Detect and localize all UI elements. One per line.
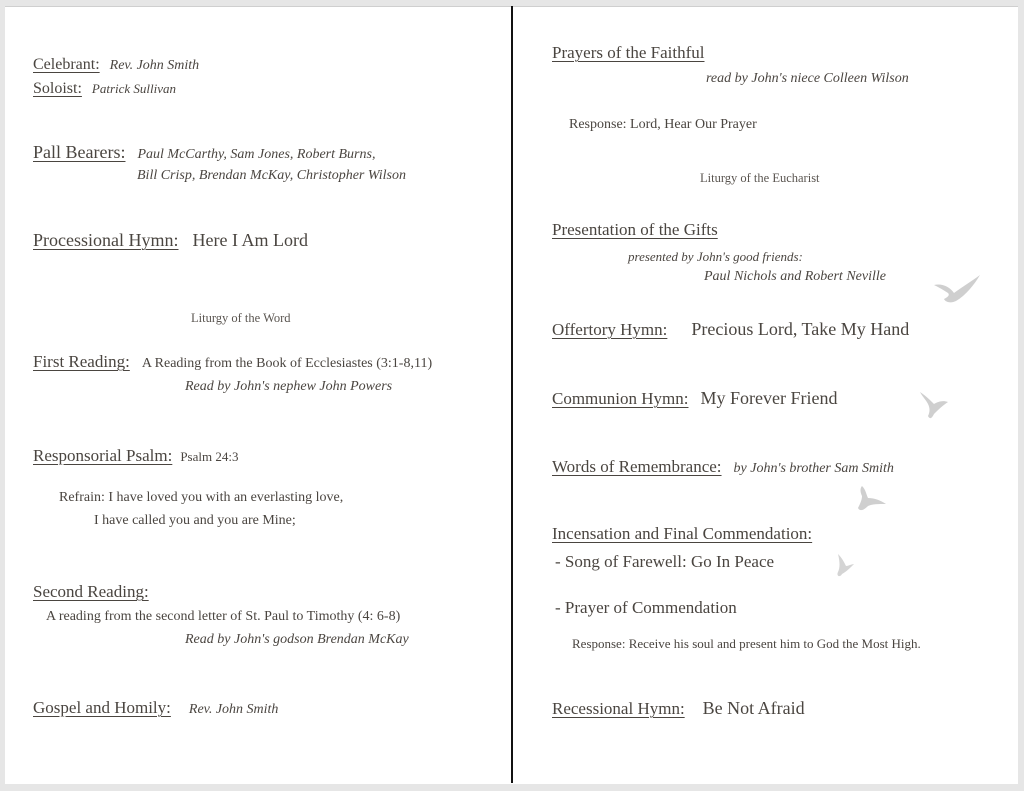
refrain-line2: I have called you and you are Mine;	[94, 513, 296, 528]
celebrant-label: Celebrant:	[33, 56, 100, 73]
soloist-label: Soloist:	[33, 80, 82, 97]
communion-hymn-label: Communion Hymn:	[552, 389, 689, 408]
celebrant-value: Rev. John Smith	[109, 58, 200, 73]
pall-bearers-line2: Bill Crisp, Brendan McKay, Christopher Wilson	[137, 168, 406, 183]
recessional-hymn-value: Be Not Afraid	[702, 698, 805, 718]
celebrant-row	[33, 56, 199, 74]
dove-icon	[918, 390, 950, 420]
soloist-row	[33, 80, 176, 98]
first-reading-reader: Read by John's nephew John Powers	[185, 379, 393, 394]
pall-bearers-row	[33, 142, 375, 163]
offertory-hymn-value: Precious Lord, Take My Hand	[691, 319, 910, 339]
processional-hymn-label: Processional Hymn:	[33, 230, 179, 250]
prayer-of-commendation: - Prayer of Commendation	[555, 598, 737, 617]
song-of-farewell: - Song of Farewell: Go In Peace	[555, 552, 775, 571]
first-reading-row	[33, 352, 432, 372]
refrain-line1: Refrain: I have loved you with an everlasting love,	[59, 490, 344, 505]
second-reading-reader: Read by John's godson Brendan McKay	[185, 632, 409, 647]
offertory-hymn-row	[552, 319, 909, 340]
remembrance-value: by John's brother Sam Smith	[733, 461, 894, 476]
gifts-label: Presentation of the Gifts	[552, 220, 718, 239]
prayers-response: Response: Lord, Hear Our Prayer	[569, 117, 757, 132]
liturgy-of-the-word-heading: Liturgy of the Word	[191, 311, 291, 325]
prayers-reader: read by John's niece Colleen Wilson	[706, 71, 909, 86]
remembrance-label: Words of Remembrance:	[552, 457, 722, 476]
dove-icon	[932, 275, 982, 305]
offertory-hymn-label: Offertory Hymn:	[552, 320, 668, 339]
communion-hymn-row	[552, 388, 837, 409]
gospel-value: Rev. John Smith	[188, 702, 279, 717]
pall-bearers-line1: Paul McCarthy, Sam Jones, Robert Burns,	[137, 147, 376, 162]
commendation-label: Incensation and Final Commendation:	[552, 524, 813, 543]
responsorial-psalm-label: Responsorial Psalm:	[33, 446, 173, 465]
gifts-line1: presented by John's good friends:	[628, 249, 803, 264]
responsorial-psalm-row	[33, 446, 238, 466]
pall-bearers-label: Pall Bearers:	[33, 142, 126, 162]
liturgy-of-the-eucharist-heading: Liturgy of the Eucharist	[700, 171, 820, 185]
gospel-row	[33, 698, 278, 718]
second-reading-label: Second Reading:	[33, 582, 149, 601]
soloist-value: Patrick Sullivan	[91, 81, 177, 96]
page-fold-line	[511, 6, 513, 783]
communion-hymn-value: My Forever Friend	[700, 388, 838, 408]
processional-hymn-row	[33, 230, 308, 251]
responsorial-psalm-value: Psalm 24:3	[180, 449, 239, 464]
second-reading-value: A reading from the second letter of St. Paul to Timothy (4: 6-8)	[46, 609, 401, 624]
recessional-hymn-label: Recessional Hymn:	[552, 699, 685, 718]
first-reading-label: First Reading:	[33, 352, 130, 371]
remembrance-row	[552, 457, 894, 477]
gospel-label: Gospel and Homily:	[33, 698, 171, 717]
processional-hymn-value: Here I Am Lord	[192, 230, 308, 250]
gifts-line2: Paul Nichols and Robert Neville	[704, 269, 886, 284]
prayers-label: Prayers of the Faithful	[552, 43, 705, 62]
dove-icon	[856, 484, 888, 512]
dove-icon	[834, 552, 856, 578]
commendation-response: Response: Receive his soul and present him to God the Most High.	[572, 636, 921, 651]
first-reading-value: A Reading from the Book of Ecclesiastes (3:1-8,11)	[141, 356, 433, 371]
recessional-hymn-row	[552, 698, 805, 719]
